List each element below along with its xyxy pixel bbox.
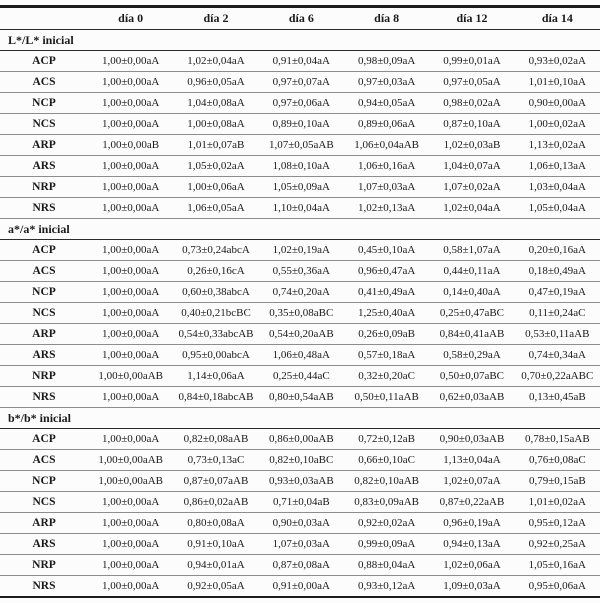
value-cell: 0,82±0,10aAB [344,471,429,492]
value-cell: 0,54±0,33abcAB [173,324,258,345]
value-cell: 1,00±0,00aA [101,579,160,592]
table-row [0,240,600,261]
value-cell: 1,00±0,00aA [88,345,173,366]
row-label: NRP [0,177,88,198]
value-cell: 1,00±0,00aA [88,177,173,198]
value-cell: 1,00±0,00aA [88,261,173,282]
value-cell: 1,05±0,09aA [259,177,344,198]
row-label: ARP [0,513,88,534]
value-cell: 1,00±0,00aAB [88,471,173,492]
value-cell: 0,32±0,20aC [344,366,429,387]
table-row [0,387,600,408]
value-cell: 1,00±0,00aA [88,93,173,114]
row-label: NCP [0,93,88,114]
value-cell: 0,57±0,18aA [344,345,429,366]
value-cell: 0,62±0,03aAB [429,387,514,408]
table-row [0,492,600,513]
section-header: b*/b* inicial [0,408,600,429]
value-cell: 0,99±0,09aA [344,534,429,555]
value-cell: 0,99±0,01aA [429,51,514,72]
value-cell: 0,84±0,18abcAB [173,387,258,408]
value-cell: 0,66±0,10aC [344,450,429,471]
row-label: NCS [0,303,88,324]
value-cell: 1,14±0,06aA [173,366,258,387]
value-cell: 1,00±0,00aA [88,282,173,303]
value-cell: 0,84±0,41aAB [429,324,514,345]
value-cell: 0,45±0,10aA [344,240,429,261]
value-cell: 1,02±0,13aA [344,198,429,219]
value-cell: 0,11±0,24aC [515,303,600,324]
value-cell: 0,95±0,00abcA [173,345,258,366]
value-cell: 0,86±0,00aAB [259,429,344,450]
row-label: ARS [0,156,88,177]
value-cell: 0,72±0,12aB [344,429,429,450]
value-cell: 0,35±0,08aBC [259,303,344,324]
value-cell: 0,89±0,10aA [259,114,344,135]
value-cell: 0,87±0,22aAB [429,492,514,513]
value-cell: 1,02±0,03aB [429,135,514,156]
value-cell: 1,07±0,05aAB [259,135,344,156]
column-header-dia-14: día 14 [515,7,600,30]
column-header-dia-0: día 0 [88,7,173,30]
value-cell: 1,09±0,03aA [443,579,501,592]
value-cell: 0,95±0,06aA [528,579,586,592]
value-cell: 0,91±0,04aA [259,51,344,72]
value-cell: 1,13±0,02aA [515,135,600,156]
value-cell: 1,10±0,04aA [259,198,344,219]
table-row [0,513,600,534]
table-row [0,114,600,135]
section-header: a*/a* inicial [0,219,600,240]
table-row [0,282,600,303]
value-cell: 0,95±0,12aA [515,513,600,534]
value-cell: 0,93±0,12aA [357,579,416,592]
value-cell: 1,04±0,07aA [429,156,514,177]
value-cell: 0,54±0,20aAB [259,324,344,345]
row-label: ACS [0,261,88,282]
value-cell: 1,13±0,04aA [429,450,514,471]
value-cell: 0,90±0,03aA [259,513,344,534]
table-row [0,366,600,387]
value-cell: 1,06±0,16aA [344,156,429,177]
column-header-dia-6: día 6 [259,7,344,30]
table-row [0,534,600,555]
value-cell: 0,26±0,09aB [344,324,429,345]
value-cell: 0,73±0,13aC [173,450,258,471]
table-row [0,261,600,282]
value-cell: 0,88±0,04aA [344,555,429,576]
value-cell: 1,03±0,04aA [515,177,600,198]
row-label: ACP [0,240,88,261]
value-cell: 1,00±0,00aA [88,492,173,513]
value-cell: 1,07±0,03aA [259,534,344,555]
value-cell: 1,00±0,00aB [88,135,173,156]
value-cell: 0,58±1,07aA [429,240,514,261]
value-cell: 0,41±0,49aA [344,282,429,303]
value-cell: 0,71±0,04aB [259,492,344,513]
value-cell: 1,08±0,10aA [259,156,344,177]
value-cell: 1,01±0,07aB [173,135,258,156]
value-cell: 1,00±0,00aAB [88,366,173,387]
value-cell: 1,06±0,48aA [259,345,344,366]
value-cell: 1,25±0,40aA [344,303,429,324]
value-cell: 0,47±0,19aA [515,282,600,303]
value-cell: 0,14±0,40aA [429,282,514,303]
value-cell: 0,13±0,45aB [515,387,600,408]
value-cell: 0,90±0,03aAB [429,429,514,450]
column-header-dia-2: día 2 [173,7,258,30]
value-cell: 0,70±0,22aABC [515,366,600,387]
section-header: L*/L* inicial [0,30,600,51]
section-row [0,219,600,240]
value-cell: 0,89±0,06aA [344,114,429,135]
value-cell: 0,97±0,03aA [344,72,429,93]
row-label: NRS [0,198,88,219]
value-cell: 1,00±0,02aA [515,114,600,135]
value-cell: 0,73±0,24abcA [173,240,258,261]
value-cell: 0,26±0,16cA [173,261,258,282]
value-cell: 0,60±0,38abcA [173,282,258,303]
value-cell: 1,00±0,00aA [88,324,173,345]
table-row [0,555,600,576]
value-cell: 1,07±0,02aA [429,177,514,198]
table-row [0,303,600,324]
value-cell: 1,00±0,06aA [173,177,258,198]
value-cell: 0,97±0,07aA [259,72,344,93]
value-cell: 0,76±0,08aC [515,450,600,471]
value-cell: 1,00±0,00aA [88,387,173,408]
table-row [0,156,600,177]
results-table [0,5,600,598]
value-cell: 0,93±0,02aA [515,51,600,72]
table-row [0,51,600,72]
table-row [0,198,600,219]
value-cell: 0,50±0,11aAB [344,387,429,408]
value-cell: 1,00±0,00aA [88,198,173,219]
section-row [0,408,600,429]
value-cell: 0,96±0,47aA [344,261,429,282]
value-cell: 1,05±0,02aA [173,156,258,177]
column-header-empty [0,7,88,30]
value-cell: 1,02±0,07aA [429,471,514,492]
value-cell: 0,20±0,16aA [515,240,600,261]
value-cell: 1,02±0,04aA [429,198,514,219]
value-cell: 0,50±0,07aBC [429,366,514,387]
value-cell: 1,00±0,00aA [88,156,173,177]
value-cell: 0,79±0,15aB [515,471,600,492]
value-cell: 0,91±0,10aA [173,534,258,555]
value-cell: 1,02±0,19aA [259,240,344,261]
row-label: NCP [0,471,88,492]
value-cell: 0,78±0,15aAB [515,429,600,450]
row-label: ACS [0,450,88,471]
value-cell: 0,58±0,29aA [429,345,514,366]
value-cell: 0,82±0,10aBC [259,450,344,471]
row-label: NCS [0,492,88,513]
table-row [0,450,600,471]
section-row [0,30,600,51]
column-header-dia-8: día 8 [344,7,429,30]
value-cell: 1,07±0,03aA [344,177,429,198]
value-cell: 0,86±0,02aAB [173,492,258,513]
value-cell: 1,05±0,04aA [515,198,600,219]
value-cell: 1,02±0,04aA [173,51,258,72]
value-cell: 0,44±0,11aA [429,261,514,282]
table-row [0,471,600,492]
value-cell: 0,97±0,06aA [259,93,344,114]
table-row [0,135,600,156]
row-label: NCP [0,282,88,303]
value-cell: 0,93±0,03aAB [259,471,344,492]
table-row [0,177,600,198]
value-cell: 0,74±0,34aA [515,345,600,366]
value-cell: 1,05±0,16aA [515,555,600,576]
table-header-row [0,7,600,30]
value-cell: 0,98±0,09aA [344,51,429,72]
table-row [0,93,600,114]
table-body [0,30,600,597]
table-row [0,345,600,366]
row-label: NRP [0,555,88,576]
value-cell: 0,98±0,02aA [429,93,514,114]
value-cell: 0,94±0,13aA [429,534,514,555]
table-row [0,576,600,597]
value-cell: 1,00±0,08aA [173,114,258,135]
table-row [0,429,600,450]
value-cell: 1,06±0,04aAB [344,135,429,156]
row-label: NRS [32,579,56,592]
value-cell: 0,92±0,02aA [344,513,429,534]
value-cell: 0,80±0,54aAB [259,387,344,408]
row-label: NRP [0,366,88,387]
value-cell: 0,82±0,08aAB [173,429,258,450]
value-cell: 0,96±0,05aA [173,72,258,93]
value-cell: 0,97±0,05aA [429,72,514,93]
value-cell: 0,87±0,10aA [429,114,514,135]
value-cell: 0,91±0,00aA [272,579,330,592]
row-label: ACS [0,72,88,93]
value-cell: 0,25±0,44aC [259,366,344,387]
value-cell: 0,94±0,01aA [173,555,258,576]
value-cell: 1,02±0,06aA [429,555,514,576]
row-label: ARP [0,135,88,156]
value-cell: 0,83±0,09aAB [344,492,429,513]
value-cell: 0,53±0,11aAB [515,324,600,345]
value-cell: 0,92±0,05aA [187,579,245,592]
row-label: NCS [0,114,88,135]
value-cell: 0,80±0,08aA [173,513,258,534]
value-cell: 1,06±0,13aA [515,156,600,177]
value-cell: 0,25±0,47aBC [429,303,514,324]
value-cell: 1,06±0,05aA [173,198,258,219]
value-cell: 1,01±0,02aA [515,492,600,513]
column-header-dia-12: día 12 [429,7,514,30]
value-cell: 0,40±0,21bcBC [173,303,258,324]
value-cell: 1,00±0,00aA [88,555,173,576]
row-label: ACP [0,429,88,450]
value-cell: 0,92±0,25aA [515,534,600,555]
row-label: ARS [0,534,88,555]
value-cell: 0,55±0,36aA [259,261,344,282]
value-cell: 1,00±0,00aA [88,534,173,555]
value-cell: 0,96±0,19aA [429,513,514,534]
row-label: ARS [0,345,88,366]
table-row [0,324,600,345]
row-label: ARP [0,324,88,345]
row-label: NRS [0,387,88,408]
value-cell: 0,94±0,05aA [344,93,429,114]
value-cell: 1,00±0,00aA [88,429,173,450]
value-cell: 1,00±0,00aAB [88,450,173,471]
value-cell: 1,00±0,00aA [88,51,173,72]
value-cell: 1,00±0,00aA [88,114,173,135]
value-cell: 0,18±0,49aA [515,261,600,282]
value-cell: 1,00±0,00aA [88,240,173,261]
value-cell: 1,04±0,08aA [173,93,258,114]
table-row [0,72,600,93]
value-cell: 0,87±0,07aAB [173,471,258,492]
value-cell: 1,00±0,00aA [88,513,173,534]
value-cell: 1,00±0,00aA [88,303,173,324]
value-cell: 1,01±0,10aA [515,72,600,93]
value-cell: 0,87±0,08aA [259,555,344,576]
value-cell: 0,90±0,00aA [515,93,600,114]
value-cell: 0,74±0,20aA [259,282,344,303]
value-cell: 1,00±0,00aA [88,72,173,93]
row-label: ACP [0,51,88,72]
